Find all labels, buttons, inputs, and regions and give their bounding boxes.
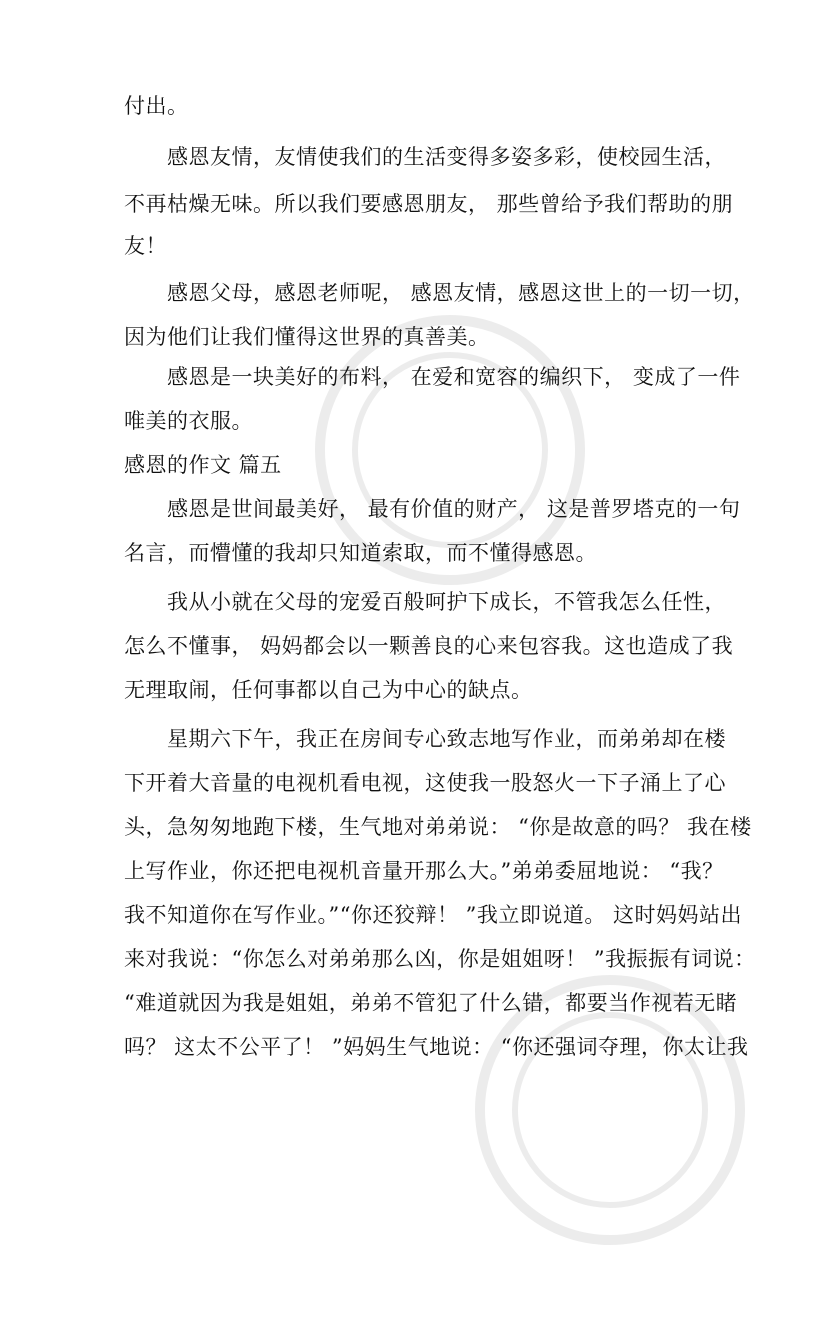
paragraph-line: 感恩是世间最美好， 最有价值的财产， 这是普罗塔克的一句 — [167, 497, 741, 521]
paragraph-line: 我从小就在父母的宠爱百般呵护下成长，不管我怎么任性， — [167, 590, 726, 614]
paragraph-line: 付出。 — [124, 94, 189, 118]
paragraph-line: 因为他们让我们懂得这世界的真善美。 — [124, 325, 490, 349]
paragraph-line: 感恩友情，友情使我们的生活变得多姿多彩，使校园生活， — [167, 145, 726, 169]
paragraph-line: 不再枯燥无味。所以我们要感恩朋友， 那些曾给予我们帮助的朋 — [124, 192, 734, 216]
paragraph-line: 怎么不懂事， 妈妈都会以一颗善良的心来包容我。这也造成了我 — [124, 634, 734, 658]
paragraph-line: 上写作业，你还把电视机音量开那么大。”弟弟委屈地说： “我？ — [124, 859, 724, 883]
paragraph-line: 无理取闹，任何事都以自己为中心的缺点。 — [124, 678, 533, 702]
paragraph-line: 友！ — [124, 234, 167, 258]
paragraph-line: 感恩是一块美好的布料， 在爱和宽容的编织下， 变成了一件 — [167, 365, 741, 389]
paragraph-line: 唯美的衣服。 — [124, 409, 253, 433]
paragraph-line: 来对我说：“你怎么对弟弟那么凶，你是姐姐呀！ ”我振振有词说： — [124, 947, 756, 971]
paragraph-line: 头，急匆匆地跑下楼，生气地对弟弟说： “你是故意的吗？ 我在楼 — [124, 815, 752, 839]
paragraph-line: 下开着大音量的电视机看电视，这使我一股怒火一下子涌上了心 — [124, 771, 726, 795]
section-heading: 感恩的作文 篇五 — [124, 453, 282, 477]
paragraph-line: 吗？ 这太不公平了！ ”妈妈生气地说： “你还强词夺理，你太让我 — [124, 1035, 749, 1059]
paragraph-line: 我不知道你在写作业。”“你还狡辩！ ”我立即说道。 这时妈妈站出 — [124, 903, 743, 927]
paragraph-line: 名言，而懵懂的我却只知道索取，而不懂得感恩。 — [124, 541, 597, 565]
paragraph-line: 感恩父母，感恩老师呢， 感恩友情，感恩这世上的一切一切， — [167, 281, 755, 305]
paragraph-line: 星期六下午，我正在房间专心致志地写作业，而弟弟却在楼 — [167, 727, 726, 751]
paragraph-line: “难道就因为我是姐姐，弟弟不管犯了什么错，都要当作视若无睹 — [124, 991, 738, 1015]
